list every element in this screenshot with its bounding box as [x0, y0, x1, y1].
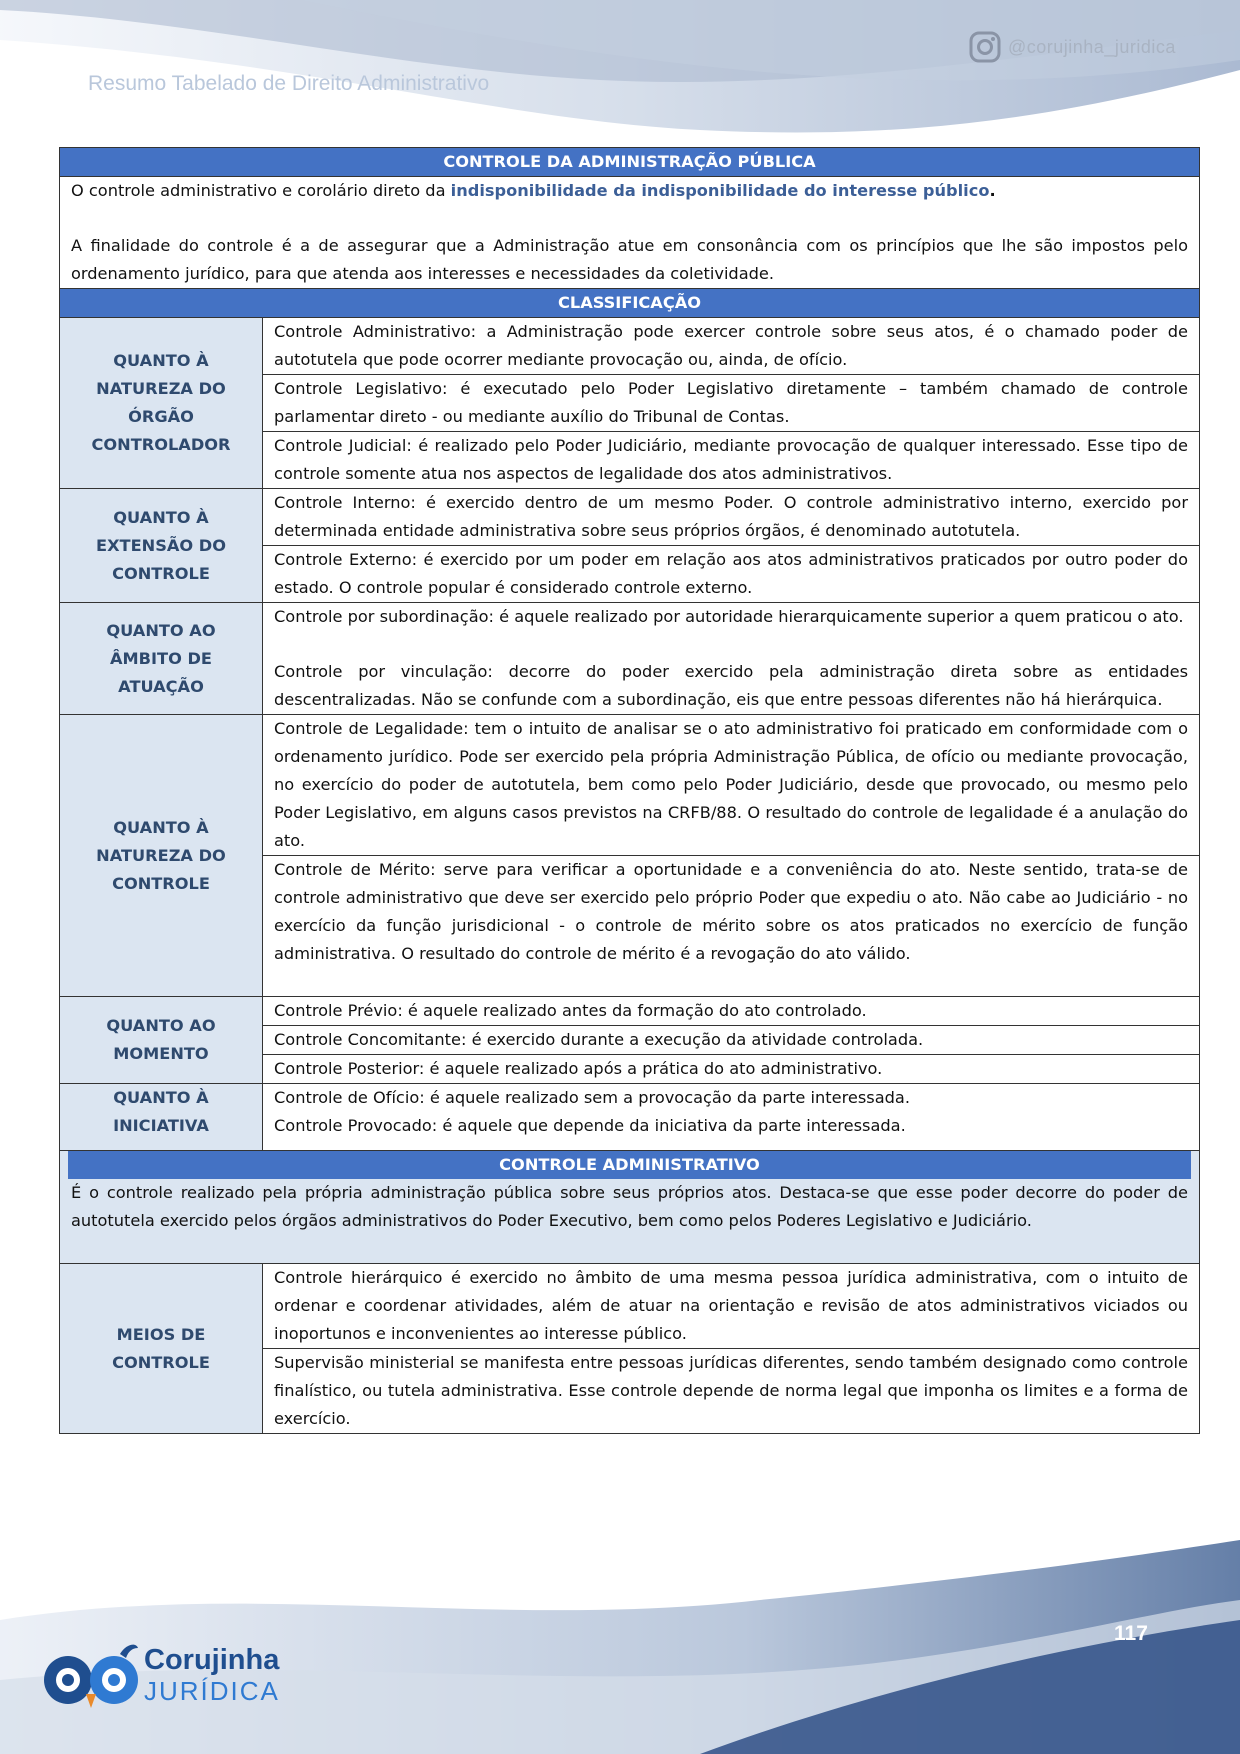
administrative-control-row	[60, 1151, 1200, 1264]
group-item: Controle por subordinação: é aquele realizado por autoridade hierarquicamente superior a quem praticou o ato.	[274, 607, 1184, 626]
group-item-cell	[263, 603, 1200, 715]
instagram-icon	[968, 30, 1002, 64]
group-label: QUANTO À NATUREZA DO CONTROLE	[60, 715, 263, 997]
intro-row	[60, 177, 1200, 289]
table-row	[60, 997, 1200, 1026]
main-title-row	[60, 148, 1200, 177]
administrative-control-cell	[60, 1151, 1200, 1264]
table-row	[60, 603, 1200, 715]
table-row	[60, 715, 1200, 856]
table-row	[60, 1084, 1200, 1151]
instagram-handle-block[interactable]	[968, 30, 1176, 64]
group-label: QUANTO À NATUREZA DO ÓRGÃO CONTROLADOR	[60, 318, 263, 489]
group-item: Controle Posterior: é aquele realizado após a prática do ato administrativo.	[263, 1055, 1200, 1084]
group-item: Controle de Ofício: é aquele realizado sem a provocação da parte interessada.	[274, 1088, 910, 1107]
group-item: Controle Prévio: é aquele realizado antes da formação do ato controlado.	[263, 997, 1200, 1026]
group-item: Controle Legislativo: é executado pelo Poder Legislativo diretamente – também chamado de controle parlamentar direto - ou mediante auxílio do Tribunal de Contas.	[263, 375, 1200, 432]
group-label: QUANTO À INICIATIVA	[60, 1084, 263, 1151]
group-label: QUANTO AO ÂMBITO DE ATUAÇÃO	[60, 603, 263, 715]
main-title: CONTROLE DA ADMINISTRAÇÃO PÚBLICA	[60, 148, 1200, 177]
page-number: 117	[1114, 1622, 1148, 1645]
brand-logo	[40, 1640, 300, 1712]
means-item: Supervisão ministerial se manifesta entre pessoas jurídicas diferentes, sendo também designado como controle finalístico, ou tutela administrativa. Esse controle depende de norma legal que imponha os limites e a forma de exercício.	[263, 1349, 1200, 1434]
intro-paragraph	[71, 177, 1188, 205]
purpose-paragraph: A finalidade do controle é a de assegurar que a Administração atue em consonância com os princípios que lhe são impostos pelo ordenamento jurídico, para que atenda aos interesses e necessidades da coletividade.	[71, 236, 1188, 283]
group-item: Controle Interno: é exercido dentro de um mesmo Poder. O controle administrativo interno, exercido por determinada entidade administrativa sobre seus próprios órgãos, é denominado autotutela.	[263, 489, 1200, 546]
classification-title-row	[60, 289, 1200, 318]
group-item: Controle de Legalidade: tem o intuito de analisar se o ato administrativo foi praticado em conformidade com o ordenamento jurídico. Pode ser exercido pela própria Administração Pública, de ofício ou mediante provocação, no exercício do poder de autotutela, bem como pelo Poder Judiciário, desde que provocado, ou mesmo pelo Poder Legislativo, em alguns casos previstos na CRFB/88. O resultado do controle de legalidade é a anulação do ato.	[263, 715, 1200, 856]
intro-cell	[60, 177, 1200, 289]
group-label: QUANTO À EXTENSÃO DO CONTROLE	[60, 489, 263, 603]
group-label: QUANTO AO MOMENTO	[60, 997, 263, 1084]
intro-prefix: O controle administrativo e corolário direto da	[71, 181, 451, 200]
logo-text-primary: Corujinha	[144, 1644, 280, 1676]
intro-suffix: .	[989, 181, 996, 200]
spacer	[71, 205, 1188, 232]
group-item: Controle Administrativo: a Administração pode exercer controle sobre seus atos, é o chamado poder de autotutela que pode ocorrer mediante provocação ou, ainda, de ofício.	[263, 318, 1200, 375]
group-item: Controle Externo: é exercido por um poder em relação aos atos administrativos praticados por outro poder do estado. O controle popular é considerado controle externo.	[263, 546, 1200, 603]
table-row	[60, 1264, 1200, 1349]
group-item: Controle por vinculação: decorre do poder exercido pela administração direta sobre as entidades descentralizadas. Não se confunde com a subordinação, eis que entre pessoas diferentes não há hierárquica.	[274, 662, 1188, 709]
intro-highlight: indisponibilidade da indisponibilidade do interesse público	[450, 181, 990, 200]
group-item: Controle Concomitante: é exercido durante a execução da atividade controlada.	[263, 1026, 1200, 1055]
group-item-cell	[263, 1084, 1200, 1151]
table-row	[60, 318, 1200, 375]
group-item: Controle Provocado: é aquele que depende da iniciativa da parte interessada.	[274, 1116, 906, 1135]
logo-text-secondary: JURÍDICA	[144, 1676, 280, 1706]
administrative-control-title: CONTROLE ADMINISTRATIVO	[68, 1151, 1191, 1179]
document-subtitle: Resumo Tabelado de Direito Administrativo	[88, 72, 490, 95]
owl-icon	[40, 1640, 140, 1712]
means-label: MEIOS DE CONTROLE	[60, 1264, 263, 1434]
administrative-control-text: É o controle realizado pela própria administração pública sobre seus próprios atos. Destaca-se que esse poder decorre do poder de autotutela exercido pelos órgãos administrativos do Poder Executivo, bem como pelos Poderes Legislativo e Judiciário.	[71, 1183, 1188, 1230]
table-row	[60, 489, 1200, 546]
spacer	[274, 631, 1188, 658]
classification-title: CLASSIFICAÇÃO	[60, 289, 1200, 318]
group-item: Controle Judicial: é realizado pelo Poder Judiciário, mediante provocação de qualquer interessado. Esse tipo de controle somente atua nos aspectos de legalidade dos atos administrativos.	[263, 432, 1200, 489]
means-item: Controle hierárquico é exercido no âmbito de uma mesma pessoa jurídica administrativa, com o intuito de ordenar e coordenar atividades, além de atuar na orientação e revisão de atos administrativos viciados ou inoportunos e inconvenientes ao interesse público.	[263, 1264, 1200, 1349]
summary-table	[59, 147, 1200, 1434]
group-item: Controle de Mérito: serve para verificar a oportunidade e a conveniência do ato. Neste sentido, trata-se de controle administrativo que deve ser exercido pelo próprio Poder que expediu o ato. Não cabe ao Judiciário - no exercício da função jurisdicional - o controle de mérito sobre os atos praticados no exercício de função administrativa. O resultado do controle de mérito é a revogação do ato válido.	[263, 856, 1200, 997]
instagram-handle[interactable]: @corujinha_juridica	[1008, 36, 1176, 57]
